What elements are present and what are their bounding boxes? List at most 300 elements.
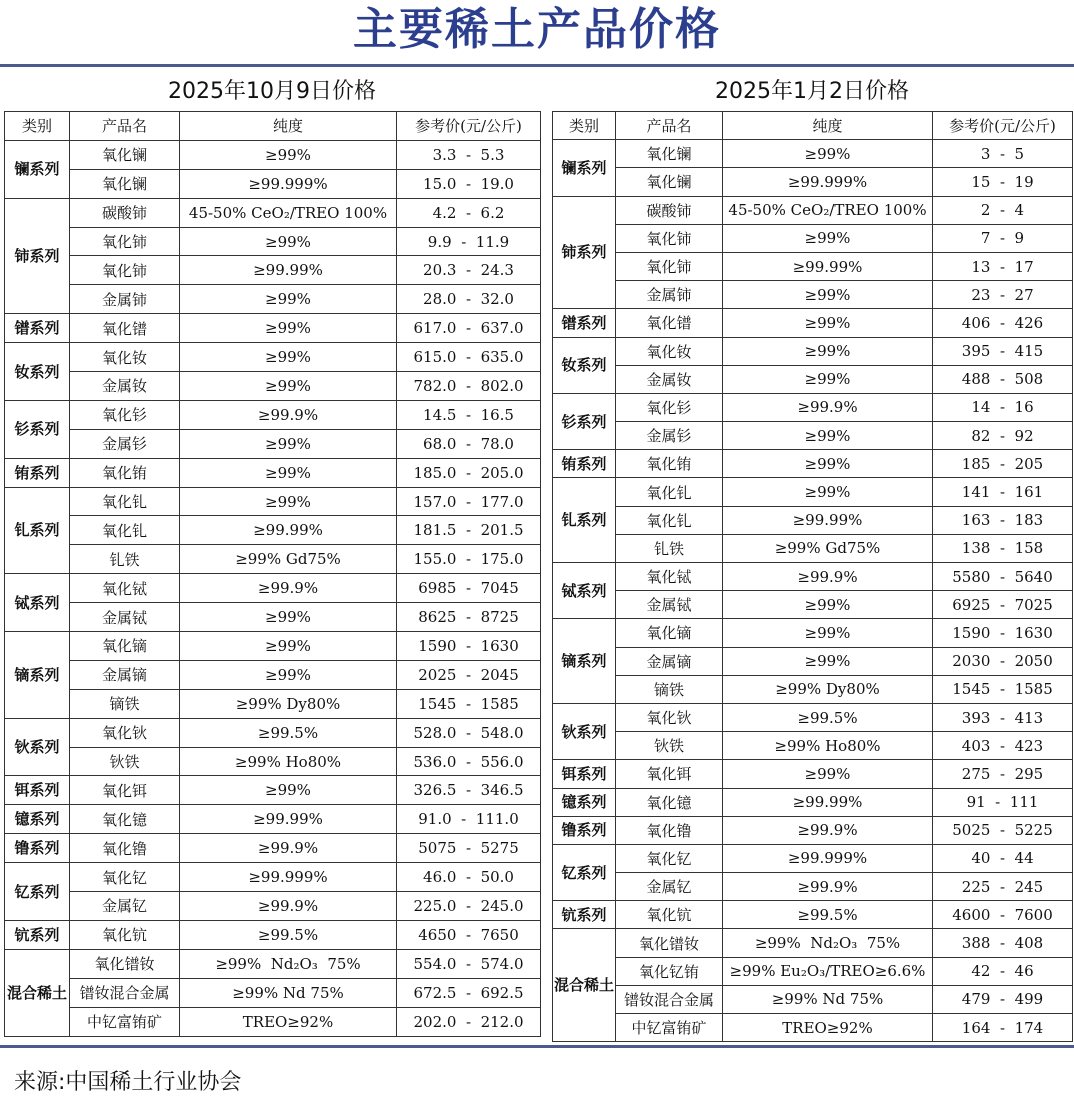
price-cell: 138 - 158 [933, 534, 1073, 562]
table-row [5, 949, 541, 978]
purity-cell: ≥99.999% [723, 844, 933, 872]
price-cell: 4600 - 7600 [933, 901, 1073, 929]
price-cell: 68.0 - 78.0 [397, 429, 541, 458]
purity-cell: ≥99% [723, 140, 933, 168]
table-row [553, 732, 1073, 760]
table-row [553, 647, 1073, 675]
price-cell: 40 - 44 [933, 844, 1073, 872]
category-cell: 混合稀土 [553, 929, 616, 1042]
product-name-cell: 氧化钕 [616, 337, 723, 365]
price-cell: 6985 - 7045 [397, 574, 541, 603]
product-name-cell: 氧化镨 [616, 309, 723, 337]
price-cell: 6925 - 7025 [933, 591, 1073, 619]
price-cell: 4.2 - 6.2 [397, 198, 541, 227]
purity-cell: ≥99% [180, 660, 397, 689]
product-name-cell: 氧化镝 [70, 632, 180, 661]
product-name-cell: 金属铽 [70, 603, 180, 632]
purity-cell: ≥99% Nd 75% [723, 985, 933, 1013]
purity-cell: ≥99.99% [723, 788, 933, 816]
right-table-body [553, 140, 1073, 1042]
product-name-cell: 氧化镧 [616, 140, 723, 168]
price-cell: 4650 - 7650 [397, 920, 541, 949]
product-name-cell: 氧化钬 [616, 703, 723, 731]
purity-cell: ≥99% Nd₂O₃ 75% [180, 949, 397, 978]
category-cell: 铕系列 [5, 458, 70, 487]
table-row [553, 224, 1073, 252]
product-name-cell: 氧化镧 [70, 169, 180, 198]
product-name-cell: 氧化钇 [616, 844, 723, 872]
column-header-purity: 纯度 [723, 112, 933, 140]
price-cell: 15 - 19 [933, 168, 1073, 196]
product-name-cell: 镨钕混合金属 [70, 978, 180, 1007]
product-name-cell: 金属钐 [70, 429, 180, 458]
table-row [553, 985, 1073, 1013]
table-row [553, 252, 1073, 280]
table-row [5, 660, 541, 689]
table-row [553, 957, 1073, 985]
price-cell: 42 - 46 [933, 957, 1073, 985]
category-cell: 镱系列 [553, 788, 616, 816]
purity-cell: ≥99.9% [723, 873, 933, 901]
table-row [553, 901, 1073, 929]
purity-cell: ≥99% Eu₂O₃/TREO≥6.6% [723, 957, 933, 985]
purity-cell: ≥99.999% [180, 169, 397, 198]
category-cell: 钬系列 [553, 703, 616, 759]
left-table-heading: 2025年10月9日价格 [168, 79, 376, 104]
purity-cell: ≥99.99% [723, 252, 933, 280]
price-cell: 326.5 - 346.5 [397, 776, 541, 805]
category-cell: 钐系列 [553, 393, 616, 449]
table-row [5, 978, 541, 1007]
price-cell: 7 - 9 [933, 224, 1073, 252]
purity-cell: ≥99% [723, 450, 933, 478]
column-header-category: 类别 [5, 112, 70, 141]
product-name-cell: 中钇富铕矿 [616, 1014, 723, 1042]
purity-cell: ≥99% [723, 647, 933, 675]
price-cell: 91.0 - 111.0 [397, 805, 541, 834]
price-cell: 528.0 - 548.0 [397, 718, 541, 747]
product-name-cell: 氧化钆 [616, 478, 723, 506]
product-name-cell: 金属镝 [616, 647, 723, 675]
purity-cell: ≥99% [180, 632, 397, 661]
price-cell: 5580 - 5640 [933, 563, 1073, 591]
price-cell: 141 - 161 [933, 478, 1073, 506]
price-cell: 403 - 423 [933, 732, 1073, 760]
product-name-cell: 钬铁 [70, 747, 180, 776]
page-title: 主要稀土产品价格 [353, 4, 721, 55]
table-row [553, 675, 1073, 703]
table-row [553, 478, 1073, 506]
category-cell: 镝系列 [553, 619, 616, 704]
product-name-cell: 钬铁 [616, 732, 723, 760]
category-cell: 镧系列 [5, 140, 70, 198]
product-name-cell: 氧化钐 [70, 400, 180, 429]
price-cell: 406 - 426 [933, 309, 1073, 337]
price-cell: 1590 - 1630 [933, 619, 1073, 647]
product-name-cell: 氧化钪 [616, 901, 723, 929]
purity-cell: ≥99% Gd75% [723, 534, 933, 562]
table-row [5, 487, 541, 516]
price-cell: 2 - 4 [933, 196, 1073, 224]
price-cell: 9.9 - 11.9 [397, 227, 541, 256]
purity-cell: ≥99% [723, 422, 933, 450]
product-name-cell: 钆铁 [70, 545, 180, 574]
product-name-cell: 氧化镧 [616, 168, 723, 196]
purity-cell: ≥99% [723, 309, 933, 337]
column-header-purity: 纯度 [180, 112, 397, 141]
table-row [553, 929, 1073, 957]
category-cell: 镝系列 [5, 632, 70, 719]
table-row [5, 574, 541, 603]
product-name-cell: 金属钇 [70, 892, 180, 921]
column-header-price: 参考价(元/公斤) [933, 112, 1073, 140]
product-name-cell: 金属钕 [616, 365, 723, 393]
category-cell: 钆系列 [553, 478, 616, 563]
purity-cell: ≥99% [180, 227, 397, 256]
table-row [5, 516, 541, 545]
purity-cell: ≥99% Nd₂O₃ 75% [723, 929, 933, 957]
category-cell: 钪系列 [5, 920, 70, 949]
purity-cell: ≥99% [180, 776, 397, 805]
purity-cell: ≥99.9% [723, 816, 933, 844]
product-name-cell: 镝铁 [70, 689, 180, 718]
purity-cell: ≥99.9% [723, 393, 933, 421]
table-row [5, 227, 541, 256]
table-row [553, 309, 1073, 337]
product-name-cell: 氧化铈 [70, 256, 180, 285]
table-row [5, 198, 541, 227]
price-cell: 388 - 408 [933, 929, 1073, 957]
product-name-cell: 氧化镨钕 [70, 949, 180, 978]
table-row [5, 603, 541, 632]
purity-cell: ≥99.5% [180, 718, 397, 747]
table-row [5, 140, 541, 169]
price-cell: 82 - 92 [933, 422, 1073, 450]
purity-cell: ≥99% [723, 591, 933, 619]
purity-cell: ≥99% [180, 372, 397, 401]
table-row [5, 256, 541, 285]
purity-cell: ≥99% Ho80% [723, 732, 933, 760]
category-cell: 铈系列 [553, 196, 616, 309]
price-cell: 1545 - 1585 [933, 675, 1073, 703]
category-cell: 镥系列 [5, 834, 70, 863]
table-row [553, 506, 1073, 534]
source-note: 来源:中国稀土行业协会 [14, 1070, 242, 1095]
price-cell: 3.3 - 5.3 [397, 140, 541, 169]
table-row [5, 429, 541, 458]
price-cell: 8625 - 8725 [397, 603, 541, 632]
purity-cell: ≥99.9% [180, 400, 397, 429]
category-cell: 钬系列 [5, 718, 70, 776]
product-name-cell: 氧化钆 [70, 487, 180, 516]
purity-cell: ≥99.5% [180, 920, 397, 949]
table-row [553, 760, 1073, 788]
price-cell: 181.5 - 201.5 [397, 516, 541, 545]
price-cell: 1545 - 1585 [397, 689, 541, 718]
purity-cell: ≥99% [180, 458, 397, 487]
purity-cell: ≥99% [723, 281, 933, 309]
price-cell: 15.0 - 19.0 [397, 169, 541, 198]
table-row [553, 844, 1073, 872]
table-row [553, 422, 1073, 450]
product-name-cell: 氧化铽 [616, 563, 723, 591]
table-row [5, 400, 541, 429]
price-cell: 91 - 111 [933, 788, 1073, 816]
purity-cell: ≥99.999% [723, 168, 933, 196]
bottom-divider [0, 1045, 1074, 1048]
column-header-category: 类别 [553, 112, 616, 140]
category-cell: 钇系列 [5, 863, 70, 921]
category-cell: 铒系列 [553, 760, 616, 788]
purity-cell: ≥99.9% [723, 563, 933, 591]
table-row [553, 365, 1073, 393]
product-name-cell: 镨钕混合金属 [616, 985, 723, 1013]
table-row [553, 168, 1073, 196]
purity-cell: ≥99% Gd75% [180, 545, 397, 574]
product-name-cell: 碳酸铈 [70, 198, 180, 227]
column-header-product: 产品名 [616, 112, 723, 140]
product-name-cell: 氧化镨钕 [616, 929, 723, 957]
product-name-cell: 氧化钆 [616, 506, 723, 534]
price-cell: 28.0 - 32.0 [397, 285, 541, 314]
product-name-cell: 氧化镝 [616, 619, 723, 647]
price-cell: 2025 - 2045 [397, 660, 541, 689]
price-cell: 46.0 - 50.0 [397, 863, 541, 892]
table-row [553, 873, 1073, 901]
table-row [553, 563, 1073, 591]
purity-cell: ≥99% [723, 365, 933, 393]
category-cell: 铈系列 [5, 198, 70, 314]
category-cell: 镨系列 [553, 309, 616, 337]
purity-cell: ≥99.99% [723, 506, 933, 534]
purity-cell: ≥99% Ho80% [180, 747, 397, 776]
table-row [553, 450, 1073, 478]
price-cell: 5025 - 5225 [933, 816, 1073, 844]
category-cell: 镧系列 [553, 140, 616, 196]
price-cell: 3 - 5 [933, 140, 1073, 168]
product-name-cell: 钆铁 [616, 534, 723, 562]
table-row [5, 169, 541, 198]
purity-cell: ≥99% [180, 343, 397, 372]
category-cell: 混合稀土 [5, 949, 70, 1036]
table-row [553, 281, 1073, 309]
price-cell: 554.0 - 574.0 [397, 949, 541, 978]
price-cell: 275 - 295 [933, 760, 1073, 788]
right-table-heading: 2025年1月2日价格 [715, 79, 909, 104]
purity-cell: ≥99% [180, 429, 397, 458]
table-row [553, 816, 1073, 844]
table-row [553, 1014, 1073, 1042]
price-cell: 782.0 - 802.0 [397, 372, 541, 401]
price-cell: 202.0 - 212.0 [397, 1007, 541, 1036]
price-cell: 672.5 - 692.5 [397, 978, 541, 1007]
table-row [5, 776, 541, 805]
table-row [553, 337, 1073, 365]
purity-cell: ≥99% [723, 224, 933, 252]
table-row [5, 892, 541, 921]
table-row [5, 718, 541, 747]
table-row [5, 545, 541, 574]
table-row [5, 689, 541, 718]
price-cell: 13 - 17 [933, 252, 1073, 280]
product-name-cell: 氧化镱 [70, 805, 180, 834]
table-row [5, 314, 541, 343]
category-cell: 钐系列 [5, 400, 70, 458]
price-cell: 155.0 - 175.0 [397, 545, 541, 574]
price-cell: 185 - 205 [933, 450, 1073, 478]
price-cell: 164 - 174 [933, 1014, 1073, 1042]
category-cell: 镥系列 [553, 816, 616, 844]
purity-cell: TREO≥92% [180, 1007, 397, 1036]
purity-cell: 45-50% CeO₂/TREO 100% [723, 196, 933, 224]
price-cell: 20.3 - 24.3 [397, 256, 541, 285]
price-cell: 225 - 245 [933, 873, 1073, 901]
product-name-cell: 金属钇 [616, 873, 723, 901]
product-name-cell: 氧化镥 [70, 834, 180, 863]
purity-cell: ≥99% [180, 487, 397, 516]
table-row [5, 1007, 541, 1036]
product-name-cell: 氧化镧 [70, 140, 180, 169]
purity-cell: ≥99.999% [180, 863, 397, 892]
purity-cell: ≥99% [723, 478, 933, 506]
price-cell: 536.0 - 556.0 [397, 747, 541, 776]
category-cell: 钕系列 [5, 343, 70, 401]
product-name-cell: 氧化铒 [616, 760, 723, 788]
category-cell: 钆系列 [5, 487, 70, 574]
purity-cell: 45-50% CeO₂/TREO 100% [180, 198, 397, 227]
category-cell: 钪系列 [553, 901, 616, 929]
table-row [5, 747, 541, 776]
product-name-cell: 氧化钕 [70, 343, 180, 372]
price-cell: 617.0 - 637.0 [397, 314, 541, 343]
purity-cell: ≥99% [723, 337, 933, 365]
purity-cell: ≥99% Dy80% [180, 689, 397, 718]
purity-cell: ≥99.9% [180, 892, 397, 921]
purity-cell: ≥99% [180, 140, 397, 169]
price-cell: 488 - 508 [933, 365, 1073, 393]
table-row [5, 805, 541, 834]
table-row [553, 591, 1073, 619]
table-row [553, 196, 1073, 224]
purity-cell: ≥99.99% [180, 805, 397, 834]
purity-cell: ≥99% [180, 603, 397, 632]
table-row [553, 140, 1073, 168]
purity-cell: ≥99% [723, 760, 933, 788]
table-row [5, 343, 541, 372]
product-name-cell: 氧化钪 [70, 920, 180, 949]
purity-cell: ≥99.5% [723, 901, 933, 929]
purity-cell: ≥99.99% [180, 256, 397, 285]
product-name-cell: 氧化镱 [616, 788, 723, 816]
table-row [553, 393, 1073, 421]
product-name-cell: 中钇富铕矿 [70, 1007, 180, 1036]
column-header-price: 参考价(元/公斤) [397, 112, 541, 141]
table-row [553, 788, 1073, 816]
product-name-cell: 氧化钆 [70, 516, 180, 545]
price-cell: 23 - 27 [933, 281, 1073, 309]
price-cell: 2030 - 2050 [933, 647, 1073, 675]
top-divider [0, 64, 1074, 67]
price-cell: 5075 - 5275 [397, 834, 541, 863]
price-cell: 14.5 - 16.5 [397, 400, 541, 429]
purity-cell: ≥99% [723, 619, 933, 647]
price-cell: 615.0 - 635.0 [397, 343, 541, 372]
table-row [5, 834, 541, 863]
purity-cell: TREO≥92% [723, 1014, 933, 1042]
category-cell: 铕系列 [553, 450, 616, 478]
category-cell: 铽系列 [5, 574, 70, 632]
product-name-cell: 氧化铕 [616, 450, 723, 478]
price-cell: 1590 - 1630 [397, 632, 541, 661]
left-table-body [5, 140, 541, 1036]
purity-cell: ≥99% [180, 285, 397, 314]
table-row [5, 920, 541, 949]
price-cell: 395 - 415 [933, 337, 1073, 365]
table-row [5, 458, 541, 487]
product-name-cell: 氧化镨 [70, 314, 180, 343]
price-table-jan [552, 111, 1073, 1042]
category-cell: 镱系列 [5, 805, 70, 834]
product-name-cell: 氧化钇 [70, 863, 180, 892]
price-cell: 225.0 - 245.0 [397, 892, 541, 921]
table-row [5, 632, 541, 661]
table-row [553, 534, 1073, 562]
category-cell: 镨系列 [5, 314, 70, 343]
product-name-cell: 金属铈 [70, 285, 180, 314]
price-cell: 479 - 499 [933, 985, 1073, 1013]
price-cell: 157.0 - 177.0 [397, 487, 541, 516]
purity-cell: ≥99.9% [180, 574, 397, 603]
product-name-cell: 氧化铈 [616, 252, 723, 280]
price-cell: 393 - 413 [933, 703, 1073, 731]
table-row [553, 619, 1073, 647]
product-name-cell: 氧化铒 [70, 776, 180, 805]
category-cell: 钕系列 [553, 337, 616, 393]
price-table-oct [4, 111, 541, 1037]
table-row [5, 863, 541, 892]
product-name-cell: 氧化铕 [70, 458, 180, 487]
price-cell: 163 - 183 [933, 506, 1073, 534]
category-cell: 钇系列 [553, 844, 616, 900]
table-row [553, 703, 1073, 731]
table-row [5, 285, 541, 314]
purity-cell: ≥99% Dy80% [723, 675, 933, 703]
purity-cell: ≥99% [180, 314, 397, 343]
product-name-cell: 金属铽 [616, 591, 723, 619]
product-name-cell: 氧化钐 [616, 393, 723, 421]
price-cell: 185.0 - 205.0 [397, 458, 541, 487]
product-name-cell: 氧化钇铕 [616, 957, 723, 985]
price-cell: 14 - 16 [933, 393, 1073, 421]
product-name-cell: 氧化铽 [70, 574, 180, 603]
purity-cell: ≥99.5% [723, 703, 933, 731]
category-cell: 铒系列 [5, 776, 70, 805]
product-name-cell: 金属铈 [616, 281, 723, 309]
column-header-product: 产品名 [70, 112, 180, 141]
product-name-cell: 碳酸铈 [616, 196, 723, 224]
product-name-cell: 氧化钬 [70, 718, 180, 747]
purity-cell: ≥99.99% [180, 516, 397, 545]
product-name-cell: 金属镝 [70, 660, 180, 689]
product-name-cell: 镝铁 [616, 675, 723, 703]
table-row [5, 372, 541, 401]
product-name-cell: 金属钐 [616, 422, 723, 450]
purity-cell: ≥99.9% [180, 834, 397, 863]
category-cell: 铽系列 [553, 563, 616, 619]
product-name-cell: 氧化镥 [616, 816, 723, 844]
product-name-cell: 氧化铈 [616, 224, 723, 252]
product-name-cell: 氧化铈 [70, 227, 180, 256]
